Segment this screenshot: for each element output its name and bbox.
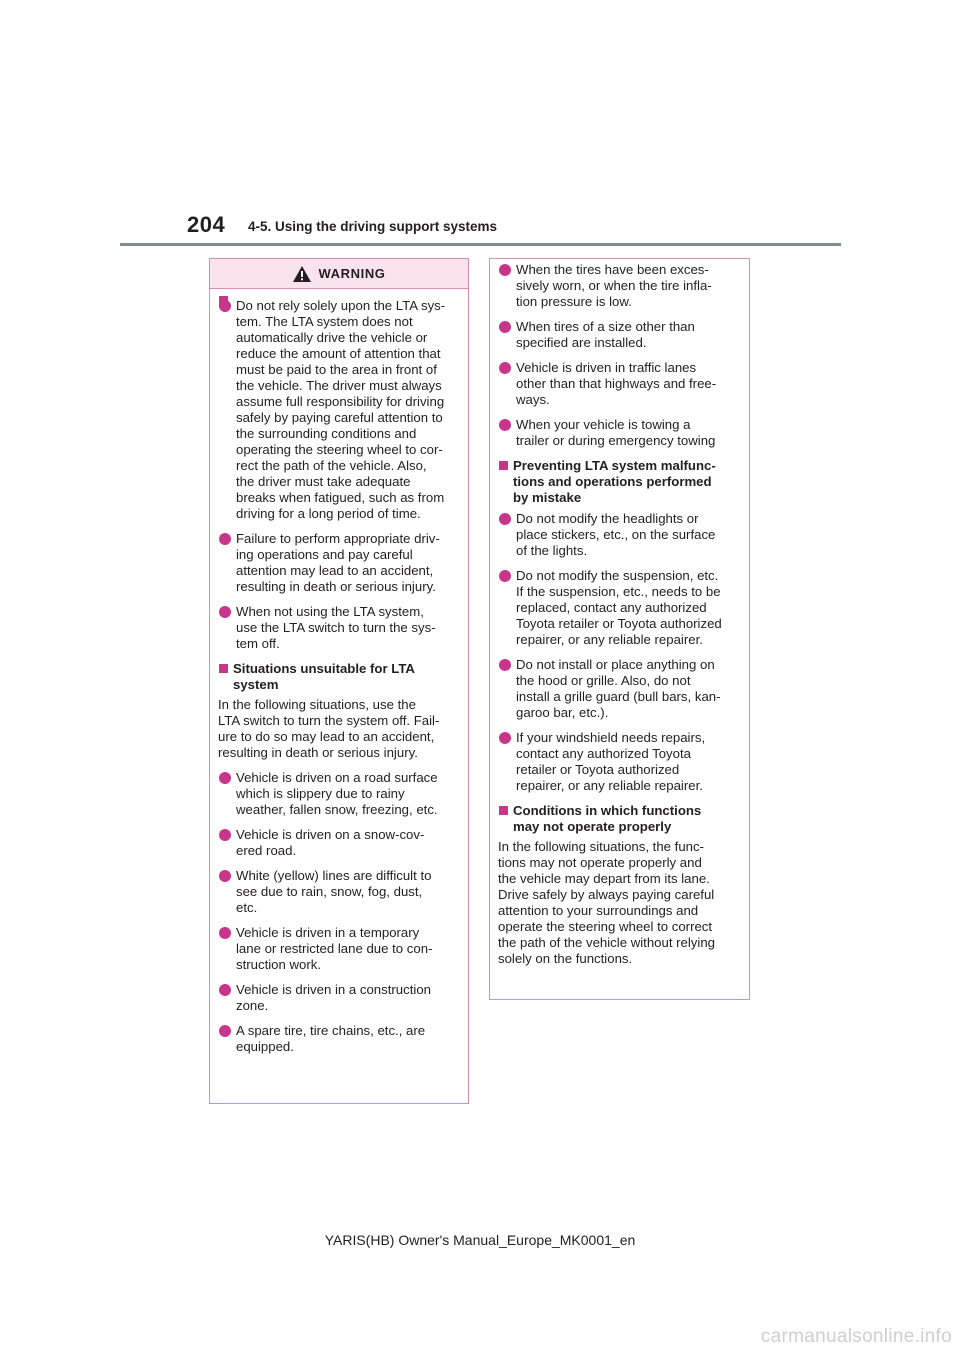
warning-box-left — [209, 258, 469, 1104]
text-line: the vehicle may depart from its lane. — [498, 871, 710, 886]
text-line: breaks when fatigued, such as from — [236, 490, 445, 505]
bullet-item — [498, 319, 741, 351]
text-line: assume full responsibility for driving — [236, 394, 445, 409]
text-line: ered road. — [236, 843, 297, 858]
text-line: zone. — [236, 998, 269, 1013]
text-line: If your windshield needs repairs, — [516, 730, 706, 745]
text-line: rect the path of the vehicle. Also, — [236, 458, 427, 473]
text-line: Vehicle is driven on a road surface — [236, 770, 438, 785]
page-number: 204 — [187, 212, 226, 237]
text-line: repairer, or any reliable repairer. — [516, 778, 703, 793]
bullet-item — [498, 568, 741, 648]
text-line: tion pressure is low. — [516, 294, 632, 309]
header-rule — [120, 243, 841, 246]
text-line: contact any authorized Toyota — [516, 746, 691, 761]
text-line: sively worn, or when the tire infla- — [516, 278, 712, 293]
text-line: resulting in death or serious injury. — [236, 579, 436, 594]
bullet-item — [498, 417, 741, 449]
text-line: In the following situations, use the — [218, 697, 416, 712]
text-line: which is slippery due to rainy — [236, 786, 405, 801]
section-title: 4-5. Using the driving support systems — [248, 219, 498, 234]
text-line: retailer or Toyota authorized — [516, 762, 680, 777]
text-line: see due to rain, snow, fog, dust, — [236, 884, 423, 899]
section-heading — [218, 661, 460, 693]
text-line: ure to do so may lead to an accident, — [218, 729, 435, 744]
section-heading — [498, 803, 741, 835]
text-line: safely by paying careful attention to — [236, 410, 443, 425]
text-line: attention may lead to an accident, — [236, 563, 434, 578]
paragraph — [498, 839, 741, 967]
text-line: When the tires have been exces- — [516, 262, 709, 277]
warning-label: WARNING — [318, 266, 386, 281]
text-line: use the LTA switch to turn the sys- — [236, 620, 436, 635]
text-line: system — [233, 677, 279, 692]
bullet-item — [218, 1023, 460, 1055]
text-line: replaced, contact any authorized — [516, 600, 707, 615]
bullet-item — [498, 360, 741, 408]
text-line: by mistake — [513, 490, 582, 505]
text-line: When your vehicle is towing a — [516, 417, 691, 432]
bullet-item — [218, 925, 460, 973]
warning-content-right — [490, 259, 749, 984]
bullet-item — [218, 770, 460, 818]
text-line: Toyota retailer or Toyota authorized — [516, 616, 722, 631]
bullet-item — [218, 868, 460, 916]
text-line: the vehicle. The driver must always — [236, 378, 442, 393]
bullet-item — [498, 262, 741, 310]
bullet-item — [498, 511, 741, 559]
text-line: specified are installed. — [516, 335, 647, 350]
text-line: Conditions in which functions — [513, 803, 702, 818]
paragraph — [218, 697, 460, 761]
warning-content-left — [210, 289, 468, 1072]
text-line: If the suspension, etc., needs to be — [516, 584, 721, 599]
text-line: driving for a long period of time. — [236, 506, 421, 521]
text-line: When not using the LTA system, — [236, 604, 424, 619]
text-line: A spare tire, tire chains, etc., are — [236, 1023, 426, 1038]
text-line: trailer or during emergency towing — [516, 433, 716, 448]
text-line: solely on the functions. — [498, 951, 633, 966]
text-line: equipped. — [236, 1039, 294, 1054]
text-line: tem off. — [236, 636, 280, 651]
bullet-item — [218, 298, 460, 522]
text-line: Do not rely solely upon the LTA sys- — [236, 298, 446, 313]
text-line: tions may not operate properly and — [498, 855, 702, 870]
watermark: carmanualsonline.info — [760, 1326, 952, 1347]
text-line: Drive safely by always paying careful — [498, 887, 715, 902]
bullet-item — [218, 604, 460, 652]
text-line: ing operations and pay careful — [236, 547, 413, 562]
text-line: ways. — [516, 392, 550, 407]
text-line: attention to your surroundings and — [498, 903, 699, 918]
bullet-item — [498, 730, 741, 794]
text-line: tions and operations performed — [513, 474, 712, 489]
text-line: install a grille guard (bull bars, kan- — [516, 689, 721, 704]
text-line: other than that highways and free- — [516, 376, 717, 391]
text-line: In the following situations, the func- — [498, 839, 704, 854]
text-line: Vehicle is driven in traffic lanes — [516, 360, 697, 375]
text-line: automatically drive the vehicle or — [236, 330, 428, 345]
text-line: Situations unsuitable for LTA — [233, 661, 415, 676]
text-line: Vehicle is driven in a construction — [236, 982, 431, 997]
text-line: Do not modify the headlights or — [516, 511, 699, 526]
text-line: tem. The LTA system does not — [236, 314, 413, 329]
text-line: the surrounding conditions and — [236, 426, 417, 441]
text-line: may not operate properly — [513, 819, 672, 834]
warning-header — [210, 259, 468, 289]
text-line: garoo bar, etc.). — [516, 705, 609, 720]
text-line: the driver must take adequate — [236, 474, 411, 489]
text-line: Do not install or place anything on — [516, 657, 715, 672]
text-line: of the lights. — [516, 543, 588, 558]
text-line: lane or restricted lane due to con- — [236, 941, 433, 956]
text-line: When tires of a size other than — [516, 319, 695, 334]
warning-triangle-icon — [292, 265, 312, 283]
text-line: the path of the vehicle without relying — [498, 935, 715, 950]
text-line: operate the steering wheel to correct — [498, 919, 713, 934]
warning-box-right — [489, 258, 750, 1000]
text-line: Failure to perform appropriate driv- — [236, 531, 440, 546]
text-line: reduce the amount of attention that — [236, 346, 441, 361]
text-line: the hood or grille. Also, do not — [516, 673, 691, 688]
bullet-item — [218, 827, 460, 859]
text-line: Vehicle is driven in a temporary — [236, 925, 420, 940]
text-line: repairer, or any reliable repairer. — [516, 632, 703, 647]
footer-manual-id: YARIS(HB) Owner's Manual_Europe_MK0001_en — [324, 1232, 636, 1248]
text-line: etc. — [236, 900, 258, 915]
bullet-item — [218, 531, 460, 595]
text-line: White (yellow) lines are difficult to — [236, 868, 432, 883]
text-line: must be paid to the area in front of — [236, 362, 437, 377]
text-line: struction work. — [236, 957, 322, 972]
section-heading — [498, 458, 741, 506]
text-line: Preventing LTA system malfunc- — [513, 458, 716, 473]
text-line: weather, fallen snow, freezing, etc. — [236, 802, 438, 817]
text-line: Vehicle is driven on a snow-cov- — [236, 827, 425, 842]
bullet-item — [498, 657, 741, 721]
text-line: resulting in death or serious injury. — [218, 745, 418, 760]
text-line: operating the steering wheel to cor- — [236, 442, 443, 457]
text-line: Do not modify the suspension, etc. — [516, 568, 719, 583]
bullet-item — [218, 982, 460, 1014]
text-line: LTA switch to turn the system off. Fail- — [218, 713, 440, 728]
text-line: place stickers, etc., on the surface — [516, 527, 716, 542]
